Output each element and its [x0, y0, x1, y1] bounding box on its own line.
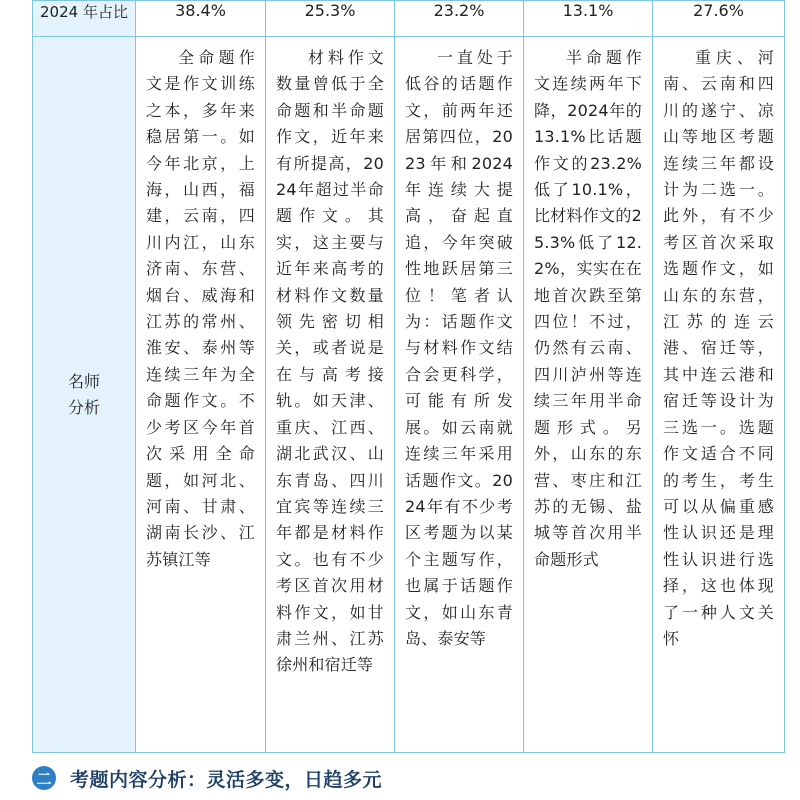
- ratio-value-topic: 23.2%: [395, 1, 524, 37]
- analysis-cell-full-title: 全命题作文是作文训练之本，多年来稳居第一。如今年北京，上海，山西，福建，云南，四川内江，山东济南、东营、烟台、威海和江苏的常州、淮安、泰州等连续三年为全命题作文。不少考区今年首次采用全命题，如河北、河南、甘肃、湖南长沙、江苏镇江等: [136, 37, 266, 753]
- ratio-value-half-title: 13.1%: [524, 1, 653, 37]
- ratio-value-choice: 27.6%: [653, 1, 785, 37]
- analysis-cell-choice: 重庆、河南、云南和四川的遂宁、凉山等地区考题连续三年都设计为二选一。此外，有不少考区首次采取选题作文，如山东的东营，江苏的连云港、宿迁等，其中连云港和宿迁等设计为三选一。选题作文适合不同的考生，考生可以从偏重感性认识还是理性认识进行选择，这也体现了一种人文关怀: [653, 37, 785, 753]
- ratio-row: [33, 1, 785, 37]
- analysis-row: [33, 37, 785, 753]
- ratio-row-label: 2024 年占比: [33, 1, 136, 37]
- analysis-cell-half-title: 半命题作文连续两年下降，2024年的13.1%比话题作文的23.2%低了10.1%，比材料作文的25.3%低了12.2%，实实在在地首次跌至第四位！不过，仍然有云南、四川泸州等连续三年用半命题形式。另外，山东的东营、枣庄和江苏的无锡、盐城等首次用半命题形式: [524, 37, 653, 753]
- section-number-badge: 二: [32, 766, 56, 790]
- analysis-row-label-text: 名师分析: [67, 371, 100, 417]
- analysis-cell-material: 材料作文数量曾低于全命题和半命题作文，近年来有所提高，2024年超过半命题作文。其实，这主要与近年来高考的材料作文数量领先密切相关，或者说是在与高考接轨。如天津、重庆、江西、湖北武汉、山东青岛、四川宜宾等连续三年都是材料作文。也有不少考区首次用材料作文，如甘肃兰州、江苏徐州和宿迁等: [266, 37, 395, 753]
- ratio-value-material: 25.3%: [266, 1, 395, 37]
- composition-analysis-table: [32, 0, 785, 753]
- ratio-value-full-title: 38.4%: [136, 1, 266, 37]
- analysis-cell-topic: 一直处于低谷的话题作文，前两年还居第四位，2023年和2024年连续大提高，奋起直追，今年突破性地跃居第三位！笔者认为：话题作文与材料作文结合会更科学，可能有所发展。如云南就连续三年采用话题作文。2024年有不少考区考题为以某个主题写作，也属于话题作文，如山东青岛、泰安等: [395, 37, 524, 753]
- analysis-row-label: [33, 37, 136, 753]
- section-title: 考题内容分析：灵活多变，日趋多元: [70, 768, 383, 791]
- section-heading: [32, 762, 382, 794]
